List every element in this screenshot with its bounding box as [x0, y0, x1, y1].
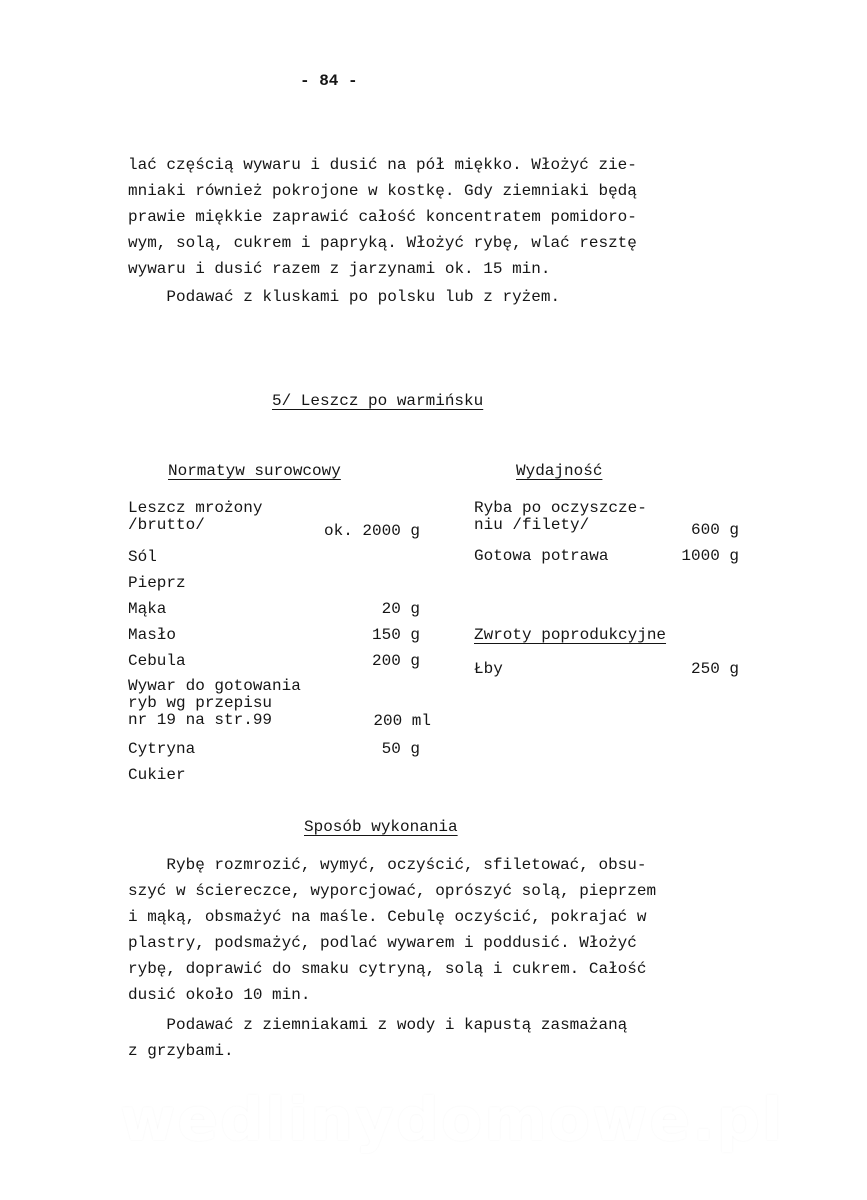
intro-line: wym, solą, cukrem i papryką. Włożyć rybę, wlać resztę: [128, 234, 637, 252]
yield-name: Gotowa potrawa: [474, 547, 609, 565]
ingredient-qty: 150 g: [371, 626, 420, 644]
yield-qty: 600 g: [690, 521, 739, 539]
returns-qty: 250 g: [690, 660, 739, 678]
watermark: wedlinydomowe.pl: [120, 1085, 785, 1155]
method-line: szyć w ściereczce, wyporcjować, oprószyć solą, pieprzem: [128, 882, 657, 900]
ingredient-name: Cukier: [128, 766, 186, 784]
ingredient-qty: ok. 2000 g: [323, 522, 420, 540]
ingredient-name: Pieprz: [128, 574, 186, 592]
ingredient-name: Sól: [128, 548, 157, 566]
intro-line: Podawać z kluskami po polsku lub z ryżem.: [128, 288, 561, 306]
yield-name: Ryba po oczyszcze- niu /filety/: [474, 499, 647, 534]
ingredient-name: Mąka: [128, 600, 167, 618]
method-line: plastry, podsmażyć, podlać wywarem i poddusić. Włożyć: [128, 934, 637, 952]
intro-line: wywaru i dusić razem z jarzynami ok. 15 min.: [128, 260, 551, 278]
ingredient-name: Masło: [128, 626, 177, 644]
intro-line: lać częścią wywaru i dusić na pół miękko. Włożyć zie-: [128, 156, 637, 174]
page-number: - 84 -: [300, 72, 358, 90]
ingredient-name: Cebula: [128, 652, 186, 670]
ingredient-qty: 20 g: [381, 600, 420, 618]
yield-qty: 1000 g: [681, 547, 739, 565]
returns-heading: Zwroty poprodukcyjne: [474, 626, 667, 644]
method-line: rybę, doprawić do smaku cytryną, solą i cukrem. Całość: [128, 960, 647, 978]
intro-line: mniaki również pokrojone w kostkę. Gdy ziemniaki będą: [128, 182, 637, 200]
method-heading: Sposób wykonania: [304, 818, 458, 836]
method-line: Podawać z ziemniakami z wody i kapustą zasmażaną: [128, 1016, 628, 1034]
yield-heading: Wydajność: [516, 462, 603, 480]
ingredient-qty: 50 g: [381, 740, 420, 758]
ingredient-name: Leszcz mrożony /brutto/: [128, 499, 263, 534]
ingredient-qty: 200 ml: [373, 712, 431, 730]
method-line: i mąką, obsmażyć na maśle. Cebulę oczyścić, pokrajać w: [128, 908, 647, 926]
method-line: dusić około 10 min.: [128, 986, 311, 1004]
method-line: z grzybami.: [128, 1042, 234, 1060]
ingredient-name: Cytryna: [128, 740, 196, 758]
intro-line: prawie miękkie zaprawić całość koncentratem pomidoro-: [128, 208, 637, 226]
method-line: Rybę rozmrozić, wymyć, oczyścić, sfiletować, obsu-: [128, 856, 647, 874]
returns-name: Łby: [474, 660, 503, 678]
recipe-title: 5/ Leszcz po warmińsku: [272, 392, 484, 410]
raw-norm-heading: Normatyw surowcowy: [168, 462, 341, 480]
ingredient-qty: 200 g: [371, 652, 420, 670]
ingredient-name: Wywar do gotowania ryb wg przepisu nr 19 na str.99: [128, 677, 301, 729]
